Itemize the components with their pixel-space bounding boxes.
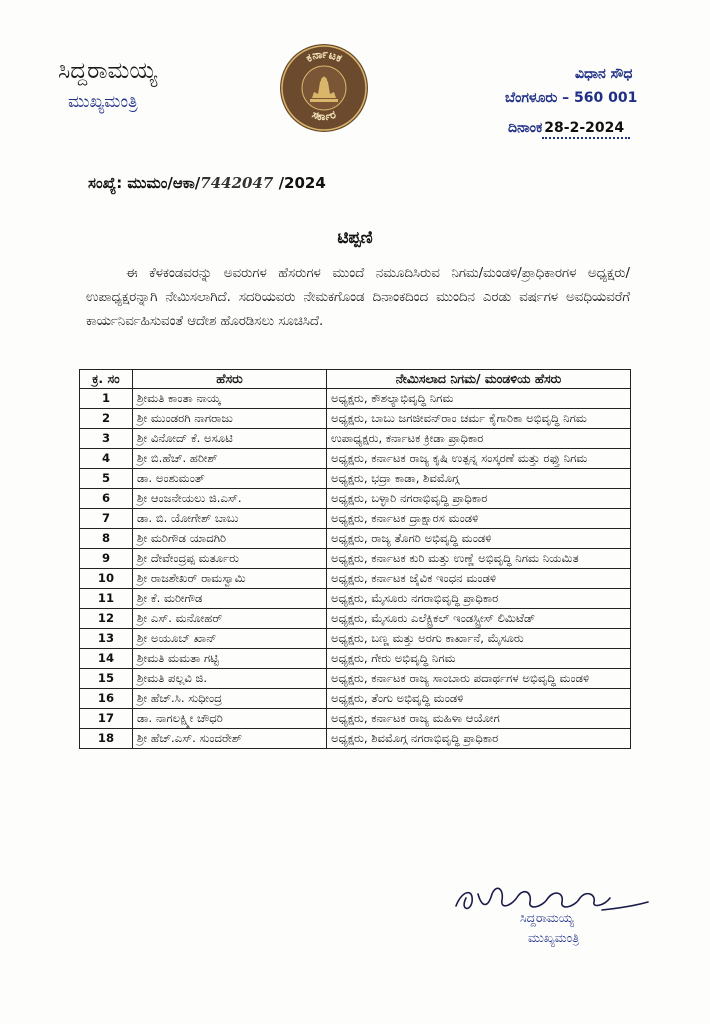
row-name: ಶ್ರೀ ಮುಂಡರಗಿ ನಾಗರಾಜು <box>133 409 327 429</box>
table-row <box>80 569 631 589</box>
row-post: ಅಧ್ಯಕ್ಷರು, ಕರ್ನಾಟಕ ರಾಜ್ಯ ಮಹಿಳಾ ಆಯೋಗ <box>327 709 631 729</box>
row-post: ಅಧ್ಯಕ್ಷರು, ಕರ್ನಾಟಕ ರಾಜ್ಯ ಸಾಂಬಾರು ಪದಾರ್ಥಗಳ ಅಭಿವೃದ್ಧಿ ಮಂಡಳಿ <box>327 669 631 689</box>
row-name: ಶ್ರೀಮತಿ ಮಮತಾ ಗಟ್ಟಿ <box>133 649 327 669</box>
table-row <box>80 389 631 409</box>
row-serial: 17 <box>80 709 133 729</box>
row-post: ಅಧ್ಯಕ್ಷರು, ಕರ್ನಾಟಕ ಜೈವಿಕ ಇಂಧನ ಮಂಡಳಿ <box>327 569 631 589</box>
memo-body-text: ಈ ಕೆಳಕಂಡವರನ್ನು ಅವರುಗಳ ಹೆಸರುಗಳ ಮುಂದೆ ನಮೂದಿಸಿರುವ ನಿಗಮ/ಮಂಡಳಿ/ಪ್ರಾಧಿಕಾರಗಳ ಅಧ್ಯಕ್ಷರು/ಉಪಾಧ್ಯಕ್ಷರನ್ನಾಗಿ ನೇಮಿಸಲಾಗಿದೆ. ಸದರಿಯವರು ನೇಮಕಗೊಂಡ ದಿನಾಂಕದಿಂದ ಮುಂದಿನ ಎರಡು ವರ್ಷಗಳ ಅವಧಿಯವರೆಗೆ ಕಾರ್ಯನಿರ್ವಹಿಸುವಂತೆ ಆದೇಶ ಹೊರಡಿಸಲು ಸೂಚಿಸಿದೆ. <box>86 266 630 329</box>
table-row <box>80 589 631 609</box>
table-row <box>80 689 631 709</box>
reference-prefix: ಸಂಖ್ಯೆ: ಮುಮಂ/ಆಕಾ/ <box>88 174 201 192</box>
header-post: ನೇಮಿಸಲಾದ ನಿಗಮ/ ಮಂಡಳಿಯ ಹೆಸರು <box>327 370 631 389</box>
row-post: ಅಧ್ಯಕ್ಷರು, ಕೌಶಲ್ಯಾಭಿವೃದ್ಧಿ ನಿಗಮ <box>327 389 631 409</box>
address-line-2: ಬೆಂಗಳೂರು – 560 001 <box>505 90 638 106</box>
row-name: ಶ್ರೀಮತಿ ಪಲ್ಲವಿ ಜಿ. <box>133 669 327 689</box>
row-serial: 13 <box>80 629 133 649</box>
memo-body <box>86 262 630 334</box>
emblem-top-text: ಕರ್ನಾಟಕ <box>303 47 345 65</box>
row-name: ಶ್ರೀ ಹೆಚ್.ಸಿ. ಸುಧೀಂದ್ರ <box>133 689 327 709</box>
row-serial: 1 <box>80 389 133 409</box>
row-post: ಅಧ್ಯಕ್ಷರು, ಶಿವಮೊಗ್ಗ ನಗರಾಭಿವೃದ್ಧಿ ಪ್ರಾಧಿಕಾರ <box>327 729 631 749</box>
row-post: ಉಪಾಧ್ಯಕ್ಷರು, ಕರ್ನಾಟಕ ಕ್ರೀಡಾ ಪ್ರಾಧಿಕಾರ <box>327 429 631 449</box>
row-serial: 6 <box>80 489 133 509</box>
issuer-title: ಮುಖ್ಯಮಂತ್ರಿ <box>68 92 138 112</box>
row-post: ಅಧ್ಯಕ್ಷರು, ಮೈಸೂರು ನಗರಾಭಿವೃದ್ಧಿ ಪ್ರಾಧಿಕಾರ <box>327 589 631 609</box>
row-serial: 4 <box>80 449 133 469</box>
row-serial: 12 <box>80 609 133 629</box>
header-serial: ಕ್ರ. ಸಂ <box>80 370 133 389</box>
row-name: ಶ್ರೀ ಅಯೂಬ್ ಖಾನ್ <box>133 629 327 649</box>
table-row <box>80 629 631 649</box>
header-name: ಹೆಸರು <box>133 370 327 389</box>
row-post: ಅಧ್ಯಕ್ಷರು, ಬಳ್ಳಾರಿ ನಗರಾಭಿವೃದ್ಧಿ ಪ್ರಾಧಿಕಾರ <box>327 489 631 509</box>
table-row <box>80 469 631 489</box>
row-post: ಅಧ್ಯಕ್ಷರು, ತೆಂಗು ಅಭಿವೃದ್ಧಿ ಮಂಡಳಿ <box>327 689 631 709</box>
date-label: ದಿನಾಂಕ <box>508 120 543 136</box>
issuer-name: ಸಿದ್ದರಾಮಯ್ಯ <box>58 58 158 84</box>
signatory-title: ಮುಖ್ಯಮಂತ್ರಿ <box>528 930 580 945</box>
row-post: ಅಧ್ಯಕ್ಷರು, ಕರ್ನಾಟಕ ದ್ರಾಕ್ಷಾರಸ ಮಂಡಳಿ <box>327 509 631 529</box>
row-serial: 15 <box>80 669 133 689</box>
row-serial: 5 <box>80 469 133 489</box>
reference-year: /2024 <box>273 174 326 192</box>
svg-text:ಸರ್ಕಾರ <box>310 108 338 123</box>
reference-number <box>88 174 326 192</box>
reference-handwritten-number: 7442047 <box>200 174 274 192</box>
row-name: ಡಾ. ನಾಗಲಕ್ಷ್ಮೀ ಚೌಧರಿ <box>133 709 327 729</box>
table-row <box>80 729 631 749</box>
row-serial: 14 <box>80 649 133 669</box>
row-serial: 9 <box>80 549 133 569</box>
row-post: ಅಧ್ಯಕ್ಷರು, ಬಾಬು ಜಗಜೀವನ್‌ರಾಂ ಚರ್ಮ ಕೈಗಾರಿಕಾ ಅಭಿವೃದ್ಧಿ ನಿಗಮ <box>327 409 631 429</box>
row-serial: 8 <box>80 529 133 549</box>
state-emblem-icon <box>278 42 370 134</box>
table-header-row <box>80 370 631 389</box>
table-row <box>80 449 631 469</box>
row-serial: 2 <box>80 409 133 429</box>
row-post: ಅಧ್ಯಕ್ಷರು, ರಾಜ್ಯ ತೊಗರಿ ಅಭಿವೃದ್ಧಿ ಮಂಡಳಿ <box>327 529 631 549</box>
appointments-table <box>79 369 631 749</box>
row-name: ಡಾ. ಬಿ. ಯೋಗೇಶ್ ಬಾಬು <box>133 509 327 529</box>
table-row <box>80 609 631 629</box>
table-row <box>80 529 631 549</box>
row-serial: 18 <box>80 729 133 749</box>
table-row <box>80 489 631 509</box>
row-post: ಅಧ್ಯಕ್ಷರು, ಗೇರು ಅಭಿವೃದ್ಧಿ ನಿಗಮ <box>327 649 631 669</box>
row-name: ಶ್ರೀ ಕೆ. ಮರೀಗೌಡ <box>133 589 327 609</box>
row-name: ಶ್ರೀಮತಿ ಕಾಂತಾ ನಾಯ್ಕ <box>133 389 327 409</box>
table-row <box>80 709 631 729</box>
row-name: ಶ್ರೀ ರಾಜಶೇಖರ್ ರಾಮಸ್ವಾಮಿ <box>133 569 327 589</box>
date-value: 28-2-2024 <box>542 120 630 139</box>
row-name: ಶ್ರೀ ಆಂಜನೇಯಲು ಜಿ.ಎಸ್. <box>133 489 327 509</box>
row-name: ಶ್ರೀ ಬಿ.ಹೆಚ್. ಹರೀಶ್ <box>133 449 327 469</box>
row-serial: 7 <box>80 509 133 529</box>
emblem-bottom-text: ಸರ್ಕಾರ <box>310 107 338 124</box>
address-line-1: ವಿಧಾನ ಸೌಧ <box>575 66 633 82</box>
memo-subject: ಟಿಪ್ಪಣಿ <box>337 228 373 248</box>
row-name: ಶ್ರೀ ಮರಿಗೌಡ ಯಾದಗಿರಿ <box>133 529 327 549</box>
row-name: ಡಾ. ಅಂಶುಮಂತ್ <box>133 469 327 489</box>
row-serial: 16 <box>80 689 133 709</box>
row-post: ಅಧ್ಯಕ್ಷರು, ಮೈಸೂರು ಎಲೆಕ್ಟ್ರಿಕಲ್ ಇಂಡಸ್ಟ್ರೀಸ್ ಲಿಮಿಟೆಡ್ <box>327 609 631 629</box>
row-name: ಶ್ರೀ ಎಸ್. ಮನೋಹರ್ <box>133 609 327 629</box>
table-row <box>80 649 631 669</box>
row-serial: 3 <box>80 429 133 449</box>
row-name: ಶ್ರೀ ದೇವೇಂದ್ರಪ್ಪ ಮರ್ತೂರು <box>133 549 327 569</box>
row-serial: 11 <box>80 589 133 609</box>
date-row <box>508 120 630 139</box>
row-name: ಶ್ರೀ ಹೆಚ್.ಎಸ್. ಸುಂದರೇಶ್ <box>133 729 327 749</box>
table-row <box>80 509 631 529</box>
table-row <box>80 669 631 689</box>
row-post: ಅಧ್ಯಕ್ಷರು, ಭದ್ರಾ ಕಾಡಾ, ಶಿವಮೊಗ್ಗ <box>327 469 631 489</box>
signatory-name: ಸಿದ್ದರಾಮಯ್ಯ <box>520 910 574 925</box>
row-post: ಅಧ್ಯಕ್ಷರು, ಕರ್ನಾಟಕ ಕುರಿ ಮತ್ತು ಉಣ್ಣೆ ಅಭಿವೃದ್ಧಿ ನಿಗಮ ನಿಯಮಿತ <box>327 549 631 569</box>
table-row <box>80 549 631 569</box>
table-row <box>80 409 631 429</box>
row-post: ಅಧ್ಯಕ್ಷರು, ಕರ್ನಾಟಕ ರಾಜ್ಯ ಕೃಷಿ ಉತ್ಪನ್ನ ಸಂಸ್ಕರಣೆ ಮತ್ತು ರಫ್ತು ನಿಗಮ <box>327 449 631 469</box>
row-name: ಶ್ರೀ ವಿನೋದ್ ಕೆ. ಅಸೂಟಿ <box>133 429 327 449</box>
row-post: ಅಧ್ಯಕ್ಷರು, ಬಣ್ಣ ಮತ್ತು ಅರಗು ಕಾರ್ಖಾನೆ, ಮೈಸೂರು <box>327 629 631 649</box>
table-row <box>80 429 631 449</box>
row-serial: 10 <box>80 569 133 589</box>
